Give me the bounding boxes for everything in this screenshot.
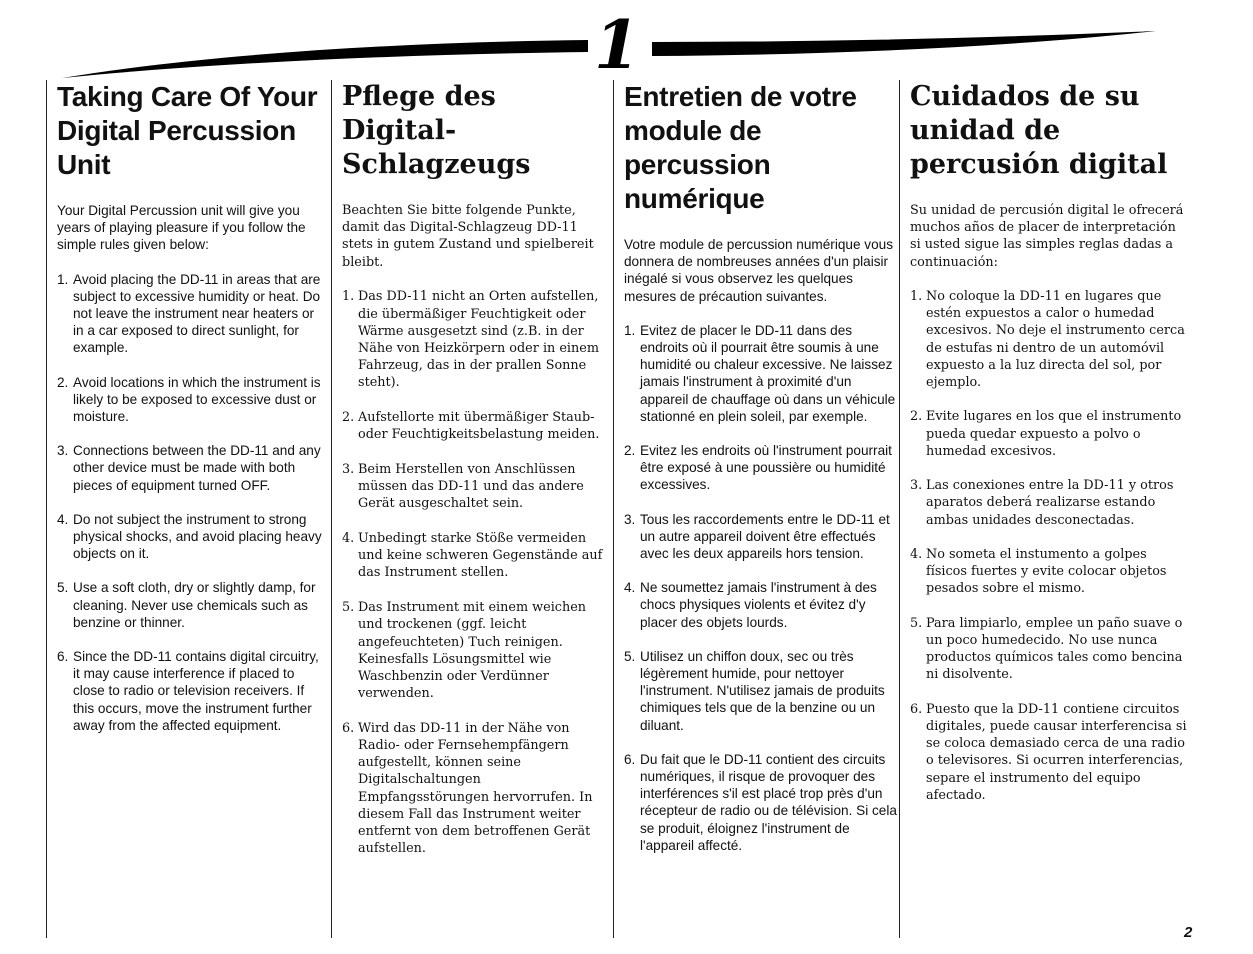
list-item: 2. Evitez les endroits où l'instrument pourrait être exposé à une poussière ou humidité excessives.	[624, 443, 892, 493]
list-item: 5. Para limpiarlo, emplee un paño suave o un poco humedecido. No use nunca productos químicos tales como bencina ni disolvente.	[910, 615, 1183, 683]
list-item: 6. Du fait que le DD-11 contient des circuits numériques, il risque de provoquer des interférences s'il est placé trop près d'un récepteur de radio ou de télévision. Si cela se produit, éloignez l'instrument de l'appareil affecté.	[624, 751, 897, 853]
list-item: 5. Use a soft cloth, dry or slightly damp, for cleaning. Never use chemicals such as benzine or thinner.	[57, 580, 316, 630]
german-care-list	[342, 288, 612, 857]
list-item: 1. Avoid placing the DD-11 in areas that are subject to excessive humidity or heat. Do not leave the instrument near heaters or in a car exposed to direct sunlight, for example.	[57, 271, 321, 356]
list-item: 3. Tous les raccordements entre le DD-11 et un autre appareil doivent être effectués avec les deux appareils hors tension.	[624, 511, 890, 562]
german-intro: Beachten Sie bitte folgende Punkte, damit das Digital-Schlagzeug DD-11 stets in gutem Zustand und spielbereit bleibt.	[342, 203, 594, 270]
spanish-care-list	[910, 288, 1189, 804]
english-care-list	[57, 271, 326, 734]
list-item: 1. Das DD-11 nicht an Orten aufstellen, die übermäßiger Feuchtigkeit oder Wärme ausgesetzt sind (z.B. in der Nähe von Heizkörpern oder in einem Fahrzeug, das in der prallen Sonne steht).	[342, 289, 599, 391]
spanish-column	[899, 80, 1189, 938]
english-column	[46, 80, 326, 938]
list-item: 2. Avoid locations in which the instrument is likely to be exposed to excessive dust or moisture.	[57, 374, 321, 425]
list-item: 3. Las conexiones entre la DD-11 y otros aparatos deberá realizarse estando ambas unidades desconectadas.	[910, 478, 1174, 528]
list-item: 1. Evitez de placer le DD-11 dans des endroits où il pourrait être soumis à une humidité ou chaleur excessive. Ne laissez jamais l'instrument à proximité d'un appareil de chauffage où dans un véhicule stationné en plein soleil, par exemple.	[624, 322, 896, 424]
list-item: 4. Do not subject the instrument to strong physical shocks, and avoid placing heavy objects on it.	[57, 511, 322, 562]
german-column	[331, 80, 612, 938]
list-item: 4. Unbedingt starke Stöße vermeiden und keine schweren Gegenstände auf das Instrument stellen.	[342, 531, 603, 581]
english-intro: Your Digital Percussion unit will give you years of playing pleasure if you follow the simple rules given below:	[57, 203, 306, 253]
page-number: 2	[1184, 924, 1193, 941]
list-item: 5. Das Instrument mit einem weichen und trockenen (ggf. leicht angefeuchteten) Tuch reinigen. Keinesfalls Lösungsmittel wie Waschbenzin oder Verdünner verwenden.	[342, 600, 587, 702]
chapter-number: 1	[594, 6, 640, 84]
list-item: 5. Utilisez un chiffon doux, sec ou très légèrement humide, pour nettoyer l'instrument. N'utilisez jamais de produits chimiques tels que de la benzine ou un diluant.	[624, 648, 885, 733]
english-title: Taking Care Of Your Digital Percussion Unit	[57, 81, 318, 180]
list-item: 2. Aufstellorte mit übermäßiger Staub- oder Feuchtigkeitsbelastung meiden.	[342, 410, 600, 443]
french-care-list	[624, 322, 900, 854]
german-title: Pflege des Digital-Schlagzeugs	[342, 81, 531, 180]
list-item: 4. No someta el instumento a golpes físicos fuertes y evite colocar objetos pesados sobre el mismo.	[910, 547, 1167, 597]
french-column	[613, 80, 900, 938]
list-item: 6. Wird das DD-11 in der Nähe von Radio- oder Fernsehempfängern aufgestellt, können seine Digitalschaltungen Empfangsstörungen hervorrufen. In diesem Fall das Instrument weiter entfernt von dem betroffenen Gerät aufstellen.	[342, 720, 593, 857]
list-item: 3. Beim Herstellen von Anschlüssen müssen das DD-11 und das andere Gerät ausgeschaltet sein.	[342, 461, 584, 512]
french-title: Entretien de votre module de percussion numérique	[624, 81, 857, 214]
french-intro: Votre module de percussion numérique vous donnera de nombreuses années d'un plaisir inégalé si vous observez les quelques mesures de précaution suivantes.	[624, 237, 894, 304]
list-item: 1. No coloque la DD-11 en lugares que estén expuestos a calor o humedad excesivos. No deje el instrumento cerca de estufas ni dentro de un automóvil expuesto a la luz directa del sol, por ejemplo.	[910, 289, 1185, 391]
spanish-intro: Su unidad de percusión digital le ofrecerá muchos años de placer de interpretación si usted sigue las simples reglas dadas a continuación:	[910, 203, 1184, 270]
list-item: 6. Since the DD-11 contains digital circuitry, it may cause interference if placed to close to radio or television receivers. If this occurs, move the instrument further away from the affected equipment.	[57, 649, 319, 733]
spanish-title: Cuidados de su unidad de percusión digital	[910, 81, 1168, 180]
list-item: 2. Evite lugares en los que el instrumento pueda quedar expuesto a polvo o humedad excesivos.	[910, 409, 1182, 459]
list-item: 6. Puesto que la DD-11 contiene circuitos digitales, puede causar interferencisa si se coloca demasiado cerca de una radio o televisores. Si ocurren interferencias, separe el instrumento del equipo afectado.	[910, 701, 1187, 803]
list-item: 3. Connections between the DD-11 and any other device must be made with both pieces of equipment turned OFF.	[57, 443, 321, 493]
list-item: 4. Ne soumettez jamais l'instrument à des chocs physiques violents et évitez d'y placer des objets lourds.	[624, 580, 877, 630]
